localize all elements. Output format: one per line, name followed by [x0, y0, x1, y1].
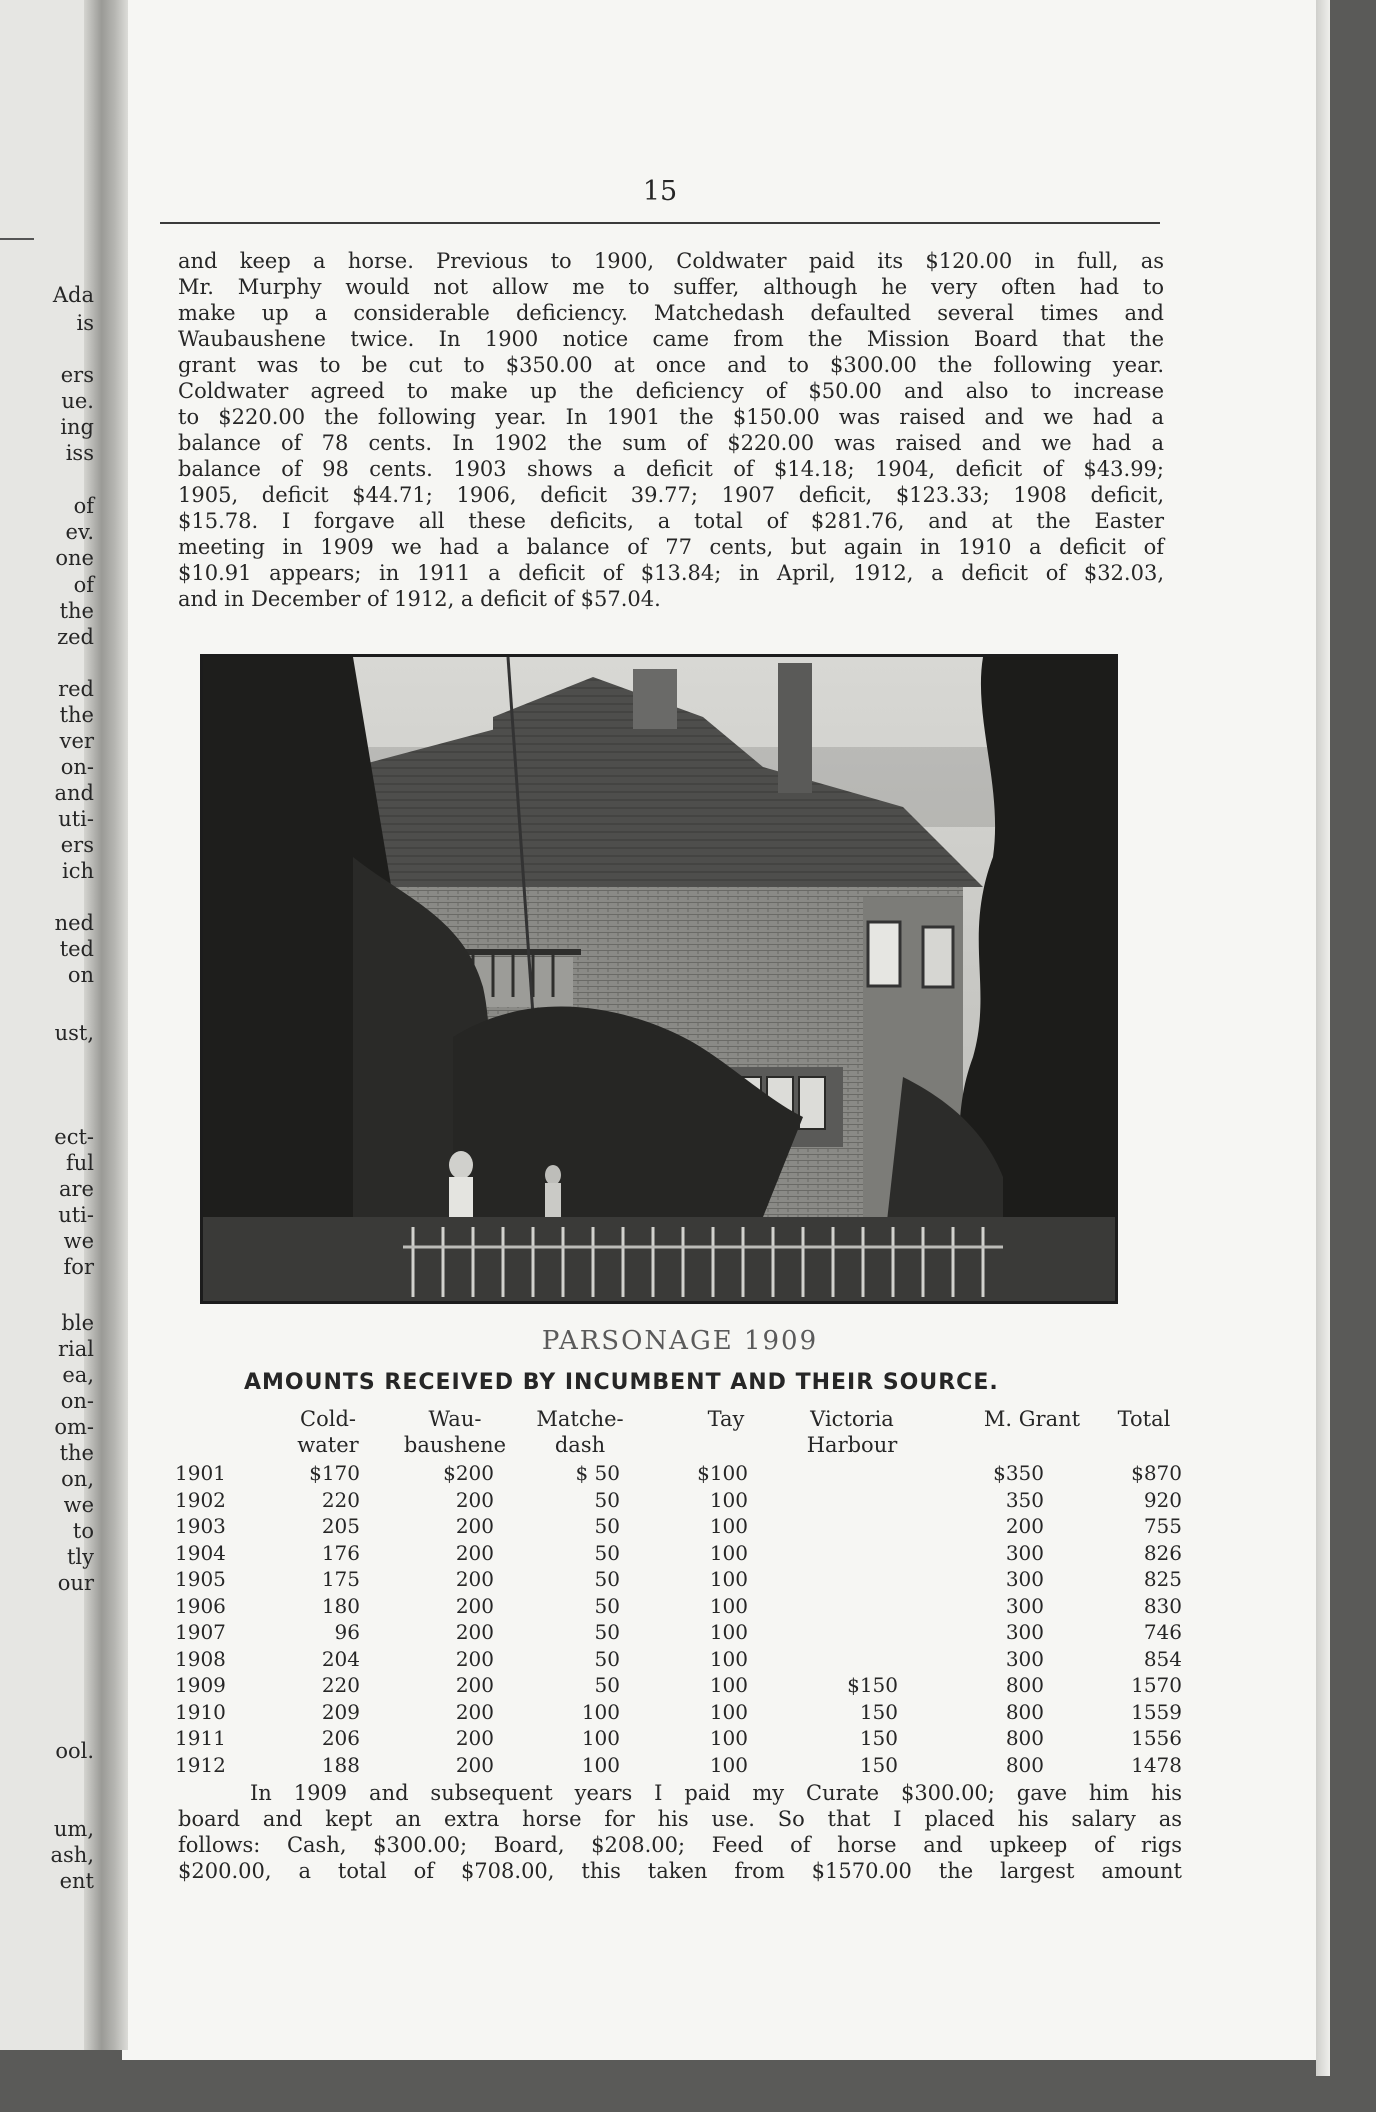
facing-page-fragment: the: [59, 703, 94, 727]
table-title: AMOUNTS RECEIVED BY INCUMBENT AND THEIR SOURCE.: [244, 1370, 999, 1395]
facing-page-fragment: ing: [60, 415, 94, 439]
table-cell: 180: [321, 1593, 360, 1618]
table-cell: 1559: [1131, 1699, 1182, 1724]
table-cell: 825: [1143, 1567, 1182, 1591]
row-year: 1904: [175, 1540, 226, 1565]
facing-page-fragment: are: [59, 1177, 94, 1201]
column-header: baushene: [403, 1433, 507, 1457]
body-line: and keep a horse. Previous to 1900, Coldwater paid its $120.00 in full, as: [178, 249, 1164, 273]
table-cell: 800: [1005, 1752, 1044, 1777]
column-header: Matche-: [536, 1407, 624, 1431]
table-cell: 854: [1143, 1646, 1182, 1671]
table-cell: 100: [709, 1699, 748, 1724]
table-cell: 50: [594, 1593, 620, 1618]
body-line: In 1909 and subsequent years I paid my Curate $300.00; gave him his: [250, 1781, 1182, 1805]
row-year: 1911: [175, 1726, 226, 1750]
table-cell: 50: [594, 1540, 620, 1565]
table-cell: 150: [859, 1726, 898, 1750]
table-cell: 100: [709, 1673, 748, 1697]
facing-page-fragment: the: [59, 599, 94, 623]
body-line: 1905, deficit $44.71; 1906, deficit 39.77; 1907 deficit, $123.33; 1908 deficit,: [178, 483, 1164, 507]
facing-page-fragment: we: [63, 1493, 94, 1517]
table-cell: 205: [321, 1514, 360, 1538]
body-line: to $220.00 the following year. In 1901 the $150.00 was raised and we had a: [178, 405, 1164, 429]
facing-page-fragment: ned: [54, 911, 94, 935]
column-header: Cold-: [300, 1407, 356, 1431]
table-cell: 204: [321, 1646, 360, 1671]
body-line: make up a considerable deficiency. Matchedash defaulted several times and: [178, 301, 1164, 325]
facing-page-fragment: om-: [54, 1415, 94, 1439]
table-cell: 100: [709, 1487, 748, 1512]
table-cell: 800: [1005, 1699, 1044, 1724]
facing-page-fragment: ust,: [54, 1021, 94, 1045]
column-header: Wau-: [428, 1407, 482, 1431]
facing-page-fragment: ash,: [50, 1843, 94, 1867]
body-line: Waubaushene twice. In 1900 notice came from the Mission Board that the: [178, 327, 1164, 351]
table-cell: 96: [334, 1620, 360, 1644]
facing-page-fragment: ect-: [54, 1125, 94, 1149]
table-cell: $100: [697, 1461, 748, 1485]
table-cell: 100: [709, 1540, 748, 1565]
table-cell: 746: [1143, 1620, 1182, 1644]
facing-page-fragment: ver: [59, 729, 94, 753]
table-cell: 50: [594, 1620, 620, 1644]
body-line: board and kept an extra horse for his use. So that I placed his salary as: [178, 1807, 1182, 1831]
table-cell: 50: [594, 1567, 620, 1591]
facing-page-fragment: on: [67, 963, 94, 987]
facing-page-fragment: the: [59, 1441, 94, 1465]
table-cell: 200: [455, 1567, 494, 1591]
table-cell: 1570: [1131, 1673, 1182, 1697]
table-cell: 300: [1005, 1567, 1044, 1591]
body-line: follows: Cash, $300.00; Board, $208.00; Feed of horse and upkeep of rigs: [178, 1833, 1182, 1857]
table-cell: 800: [1005, 1673, 1044, 1697]
facing-page-fragment: to: [72, 1519, 94, 1543]
table-cell: $200: [443, 1461, 494, 1485]
row-year: 1902: [175, 1487, 226, 1512]
body-line: Coldwater agreed to make up the deficiency of $50.00 and also to increase: [178, 379, 1164, 403]
row-year: 1908: [175, 1646, 226, 1671]
facing-page-fragment: ent: [59, 1869, 94, 1893]
column-header: Harbour: [806, 1433, 898, 1457]
table-cell: 800: [1005, 1726, 1044, 1750]
row-year: 1901: [175, 1461, 226, 1485]
house-photo-icon: [203, 657, 1115, 1301]
table-cell: 300: [1005, 1593, 1044, 1618]
column-header: dash: [554, 1433, 606, 1457]
facing-page-fragment: we: [63, 1229, 94, 1253]
table-cell: 206: [321, 1726, 360, 1750]
facing-page-fragment: uti-: [58, 1203, 94, 1227]
table-cell: 100: [581, 1726, 620, 1750]
table-cell: 350: [1005, 1487, 1044, 1512]
table-cell: $150: [847, 1673, 898, 1697]
table-cell: 150: [859, 1752, 898, 1777]
table-cell: 200: [455, 1514, 494, 1538]
facing-page-fragment: Ada: [52, 283, 94, 307]
table-cell: 100: [581, 1752, 620, 1777]
facing-page-fragment: on,: [61, 1467, 94, 1491]
facing-page-fragment: ers: [60, 833, 94, 857]
facing-page-fragment: on-: [60, 1389, 94, 1413]
column-header: M. Grant: [983, 1407, 1081, 1431]
table-cell: $870: [1131, 1461, 1182, 1485]
table-cell: 220: [321, 1673, 360, 1697]
facing-page-fragment: red: [58, 677, 94, 701]
facing-page-rule: [0, 238, 34, 240]
facing-page-fragment: our: [57, 1571, 94, 1595]
body-line: $200.00, a total of $708.00, this taken from $1570.00 the largest amount: [178, 1859, 1182, 1883]
table-cell: 100: [709, 1646, 748, 1671]
table-cell: 100: [709, 1514, 748, 1538]
table-cell: 920: [1143, 1487, 1182, 1512]
table-cell: 200: [455, 1487, 494, 1512]
body-line: $10.91 appears; in 1911 a deficit of $13.84; in April, 1912, a deficit of $32.03,: [178, 561, 1164, 585]
table-cell: 209: [321, 1699, 360, 1724]
body-line: $15.78. I forgave all these deficits, a total of $281.76, and at the Easter: [178, 509, 1164, 533]
column-header: Victoria: [810, 1407, 894, 1431]
body-line: grant was to be cut to $350.00 at once and to $300.00 the following year.: [178, 353, 1164, 377]
table-cell: 100: [709, 1620, 748, 1644]
table-cell: 300: [1005, 1540, 1044, 1565]
table-cell: 200: [455, 1673, 494, 1697]
table-cell: 200: [455, 1646, 494, 1671]
facing-page-fragment: and: [54, 781, 94, 805]
column-header: water: [297, 1433, 359, 1457]
facing-page-fragment: ble: [61, 1311, 94, 1335]
column-header: Tay: [707, 1407, 745, 1431]
table-cell: 100: [709, 1593, 748, 1618]
facing-page-fragment: rial: [58, 1337, 94, 1361]
facing-page-fragment: uti-: [58, 807, 94, 831]
table-cell: 200: [455, 1726, 494, 1750]
table-cell: 50: [594, 1673, 620, 1697]
facing-page-fragment: ful: [65, 1151, 94, 1175]
facing-page-fragment: ted: [59, 937, 94, 961]
table-cell: 50: [594, 1514, 620, 1538]
body-line: meeting in 1909 we had a balance of 77 cents, but again in 1910 a deficit of: [178, 535, 1164, 559]
table-cell: 176: [321, 1540, 360, 1565]
facing-page-fragment: zed: [57, 625, 94, 649]
table-cell: 50: [594, 1487, 620, 1512]
table-cell: 150: [859, 1699, 898, 1724]
table-cell: 755: [1143, 1514, 1182, 1538]
row-year: 1910: [175, 1699, 226, 1724]
row-year: 1903: [175, 1514, 226, 1538]
table-cell: 100: [709, 1752, 748, 1777]
table-cell: 200: [1005, 1514, 1044, 1538]
table-cell: 100: [709, 1567, 748, 1591]
table-cell: $170: [309, 1461, 360, 1485]
header-rule: [160, 222, 1160, 224]
photo-caption: PARSONAGE 1909: [541, 1326, 819, 1356]
row-year: 1906: [175, 1593, 226, 1618]
facing-page-fragment: iss: [65, 441, 94, 465]
page-number: 15: [642, 176, 678, 207]
table-cell: 300: [1005, 1646, 1044, 1671]
column-header: Total: [1117, 1407, 1171, 1431]
table-cell: 826: [1143, 1540, 1182, 1565]
table-cell: 100: [581, 1699, 620, 1724]
table-cell: 1478: [1131, 1752, 1182, 1777]
table-cell: 175: [321, 1567, 360, 1591]
table-cell: $ 50: [575, 1461, 620, 1485]
body-line: and in December of 1912, a deficit of $57.04.: [178, 587, 661, 611]
row-year: 1909: [175, 1673, 226, 1697]
facing-page-fragment: ool.: [55, 1739, 94, 1763]
table-cell: 220: [321, 1487, 360, 1512]
facing-page-fragment: of: [73, 494, 94, 518]
table-cell: 1556: [1131, 1726, 1182, 1750]
facing-page-fragment: is: [76, 311, 94, 335]
body-line: balance of 98 cents. 1903 shows a deficit of $14.18; 1904, deficit of $43.99;: [178, 457, 1164, 481]
facing-page-fragment: ue.: [61, 389, 94, 413]
table-cell: 200: [455, 1620, 494, 1644]
table-cell: 300: [1005, 1620, 1044, 1644]
facing-page-fragment: on-: [60, 755, 94, 779]
row-year: 1905: [175, 1567, 226, 1591]
body-line: balance of 78 cents. In 1902 the sum of $220.00 was raised and we had a: [178, 431, 1164, 455]
table-cell: 200: [455, 1593, 494, 1618]
body-line: Mr. Murphy would not allow me to suffer, although he very often had to: [178, 275, 1164, 299]
table-cell: 100: [709, 1726, 748, 1750]
facing-page-fragment: of: [73, 573, 94, 597]
facing-page-fragment: tly: [66, 1545, 94, 1569]
row-year: 1907: [175, 1620, 226, 1644]
page-edge: [1316, 0, 1330, 2076]
row-year: 1912: [175, 1752, 226, 1777]
facing-page-fragment: for: [63, 1255, 94, 1279]
table-cell: 188: [321, 1752, 360, 1777]
table-cell: 830: [1143, 1593, 1182, 1618]
facing-page-fragment: ev.: [65, 520, 94, 544]
facing-page-fragment: ea,: [62, 1363, 94, 1387]
table-cell: 200: [455, 1752, 494, 1777]
facing-page-fragment: um,: [53, 1817, 94, 1841]
table-cell: 200: [455, 1699, 494, 1724]
facing-page-fragment: ers: [60, 363, 94, 387]
table-cell: 50: [594, 1646, 620, 1671]
facing-page-fragment: one: [55, 546, 94, 570]
facing-page-fragment: ich: [61, 859, 94, 883]
parsonage-photo: [200, 654, 1118, 1304]
table-cell: $350: [993, 1461, 1044, 1485]
table-cell: 200: [455, 1540, 494, 1565]
